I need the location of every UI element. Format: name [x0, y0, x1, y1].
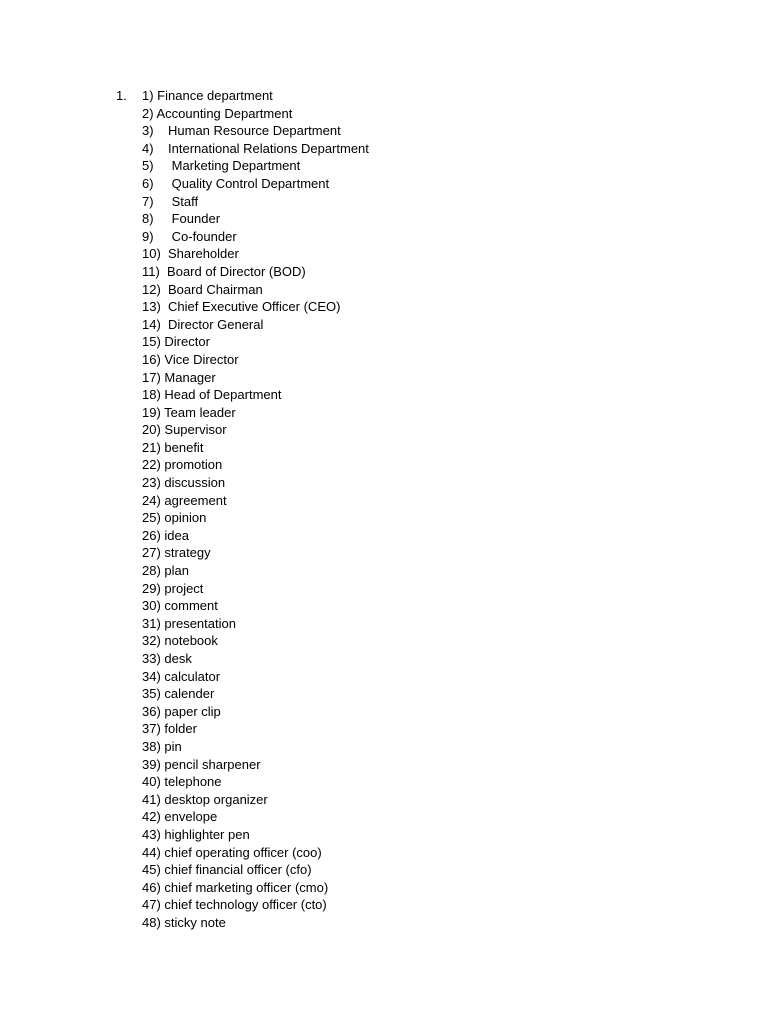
list-item: 7) Staff: [142, 193, 199, 209]
list-item: 32) notebook: [142, 633, 218, 649]
list-item: 25) opinion: [142, 510, 207, 526]
list-item: 33) desk: [142, 651, 192, 666]
list-item: 30) comment: [142, 598, 218, 614]
list-item: 6) Quality Control Department: [142, 175, 330, 191]
list-item: 9) Co-founder: [142, 228, 237, 244]
list-item: 34) calculator: [142, 668, 221, 684]
vocabulary-list: [142, 87, 369, 932]
list-item: 15) Director: [142, 334, 210, 350]
list-item: 17) Manager: [142, 369, 216, 385]
list-item: 10) Shareholder: [142, 246, 239, 262]
list-item: 26) idea: [142, 527, 189, 543]
list-item: 16) Vice Director: [142, 351, 239, 367]
list-item: 45) chief financial officer (cfo): [142, 862, 312, 878]
list-item: 23) discussion: [142, 475, 226, 491]
list-item: 20) Supervisor: [142, 422, 227, 438]
list-item: 3) Human Resource Department: [142, 123, 341, 139]
list-item: 40) telephone: [142, 774, 222, 790]
list-item: 28) plan: [142, 563, 189, 579]
list-item: 19) Team leader: [142, 404, 236, 420]
list-item: 46) chief marketing officer (cmo): [142, 879, 329, 895]
list-item: 39) pencil sharpener: [142, 756, 261, 772]
list-item: 5) Marketing Department: [142, 158, 301, 174]
list-item: 38) pin: [142, 738, 182, 754]
outer-list-number: 1.: [116, 88, 127, 103]
list-item: 12) Board Chairman: [142, 281, 263, 297]
list-item: 21) benefit: [142, 439, 204, 455]
list-item: 43) highlighter pen: [142, 826, 250, 842]
list-item: 47) chief technology officer (cto): [142, 897, 327, 913]
list-item: 11) Board of Director (BOD): [142, 263, 306, 279]
list-item: 27) strategy: [142, 545, 211, 561]
list-item: 18) Head of Department: [142, 387, 282, 403]
list-item: 35) calender: [142, 686, 215, 702]
list-item: 4) International Relations Department: [142, 140, 369, 156]
list-item: 41) desktop organizer: [142, 791, 268, 807]
list-item: 1) Finance department: [142, 88, 273, 103]
list-item: 14) Director General: [142, 316, 264, 332]
list-item: 31) presentation: [142, 615, 236, 631]
list-item: 8) Founder: [142, 211, 221, 227]
list-item: 36) paper clip: [142, 703, 221, 719]
list-item: 2) Accounting Department: [142, 105, 293, 121]
list-item: 48) sticky note: [142, 914, 226, 930]
list-item: 37) folder: [142, 721, 197, 737]
list-item: 44) chief operating officer (coo): [142, 844, 322, 860]
list-item: 13) Chief Executive Officer (CEO): [142, 299, 341, 315]
list-item: 22) promotion: [142, 457, 223, 473]
list-item: 24) agreement: [142, 492, 227, 508]
list-item: 29) project: [142, 580, 204, 596]
list-item: 42) envelope: [142, 809, 218, 825]
